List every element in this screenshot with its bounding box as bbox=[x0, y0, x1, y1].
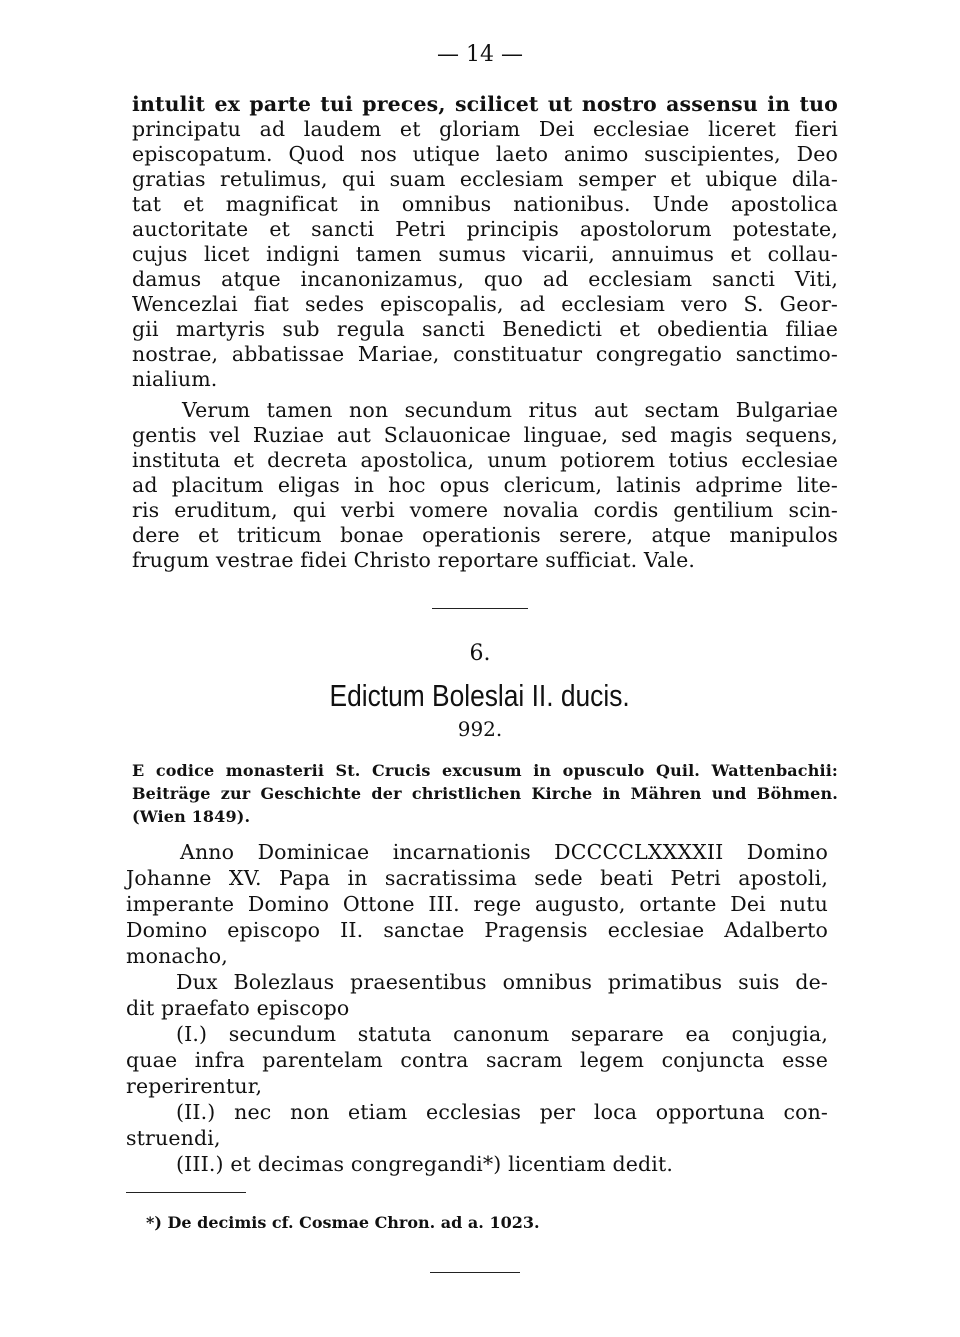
text-line: damus atque incanonizamus, quo ad ecclesiam sancti Viti, bbox=[132, 267, 838, 291]
text-line: imperante Domino Ottone III. rege augusto, ortante Dei nutu bbox=[126, 892, 828, 916]
text-line: (III.) et decimas congregandi*) licentiam dedit. bbox=[176, 1152, 674, 1176]
text-line: principatu ad laudem et gloriam Dei ecclesiae liceret fieri bbox=[132, 117, 838, 141]
text-line: monacho, bbox=[126, 944, 228, 968]
document-title bbox=[0, 676, 960, 721]
text-line: struendi, bbox=[126, 1126, 221, 1150]
document-title-text: Edictum Boleslai II. ducis. bbox=[329, 678, 631, 713]
footnote-divider bbox=[126, 1192, 246, 1193]
text-line: ris eruditum, qui verbi vomere novalia cordis gentilium scin- bbox=[132, 498, 838, 522]
text-line: (I.) secundum statuta canonum separare ea conjugia, bbox=[176, 1022, 828, 1046]
text-line: dere et triticum bonae operationis serere, atque manipulos bbox=[132, 523, 838, 547]
text-line: Verum tamen non secundum ritus aut sectam Bulgariae bbox=[182, 398, 838, 422]
text-line: ad placitum eligas in hoc opus clericum, latinis adprime lite- bbox=[132, 473, 838, 497]
text-line: auctoritate et sancti Petri principis apostolorum potestate, bbox=[132, 217, 838, 241]
text-line: quae infra parentelam contra sacram legem conjuncta esse bbox=[126, 1048, 828, 1072]
text-line: episcopatum. Quod nos utique laeto animo suscipientes, Deo bbox=[132, 142, 838, 166]
text-line: intulit ex parte tui preces, scilicet ut nostro assensu in tuo bbox=[132, 92, 838, 116]
text-line: cujus licet indigni tamen sumus vicarii, annuimus et collau- bbox=[132, 242, 838, 266]
text-line: Anno Dominicae incarnationis DCCCCLXXXXII Domino bbox=[180, 840, 828, 864]
text-line: nialium. bbox=[132, 367, 218, 391]
text-line: tat et magnificat in omnibus nationibus. Unde apostolica bbox=[132, 192, 838, 216]
footnote: *) De decimis cf. Cosmae Chron. ad a. 1023. bbox=[146, 1213, 540, 1232]
bottom-divider bbox=[430, 1272, 520, 1273]
text-line: reperirentur, bbox=[126, 1074, 263, 1098]
text-line: dit praefato episcopo bbox=[126, 996, 350, 1020]
text-line: nostrae, abbatissae Mariae, constituatur congregatio sanctimo- bbox=[132, 342, 838, 366]
text-line: gratias retulimus, qui suam ecclesiam semper et ubique dila- bbox=[132, 167, 838, 191]
document-number: 6. bbox=[469, 641, 491, 666]
text-line: Johanne XV. Papa in sacratissima sede beati Petri apostoli, bbox=[126, 866, 828, 890]
section-divider bbox=[432, 608, 528, 609]
text-line: gentis vel Ruziae aut Sclauonicae linguae, sed magis sequens, bbox=[132, 423, 838, 447]
text-line: gii martyris sub regula sancti Benedicti et obedientia filiae bbox=[132, 317, 838, 341]
text-line: (II.) nec non etiam ecclesias per loca opportuna con- bbox=[176, 1100, 828, 1124]
text-line: Dux Bolezlaus praesentibus omnibus primatibus suis de- bbox=[176, 970, 828, 994]
source-line: Beiträge zur Geschichte der christlichen Kirche in Mähren und Böhmen. bbox=[132, 784, 838, 803]
text-line: instituta et decreta apostolica, unum potiorem totius ecclesiae bbox=[132, 448, 838, 472]
text-line: frugum vestrae fidei Christo reportare sufficiat. Vale. bbox=[132, 548, 696, 572]
document-year: 992. bbox=[457, 717, 503, 741]
page-number: — 14 — bbox=[437, 42, 523, 67]
text-line: Domino episcopo II. sanctae Pragensis ecclesiae Adalberto bbox=[126, 918, 828, 942]
source-line: E codice monasterii St. Crucis excusum in opusculo Quil. Wattenbachii: bbox=[132, 761, 838, 780]
text-line: Wencezlai fiat sedes episcopalis, ad ecclesiam vero S. Geor- bbox=[132, 292, 838, 316]
source-line: (Wien 1849). bbox=[132, 807, 251, 826]
